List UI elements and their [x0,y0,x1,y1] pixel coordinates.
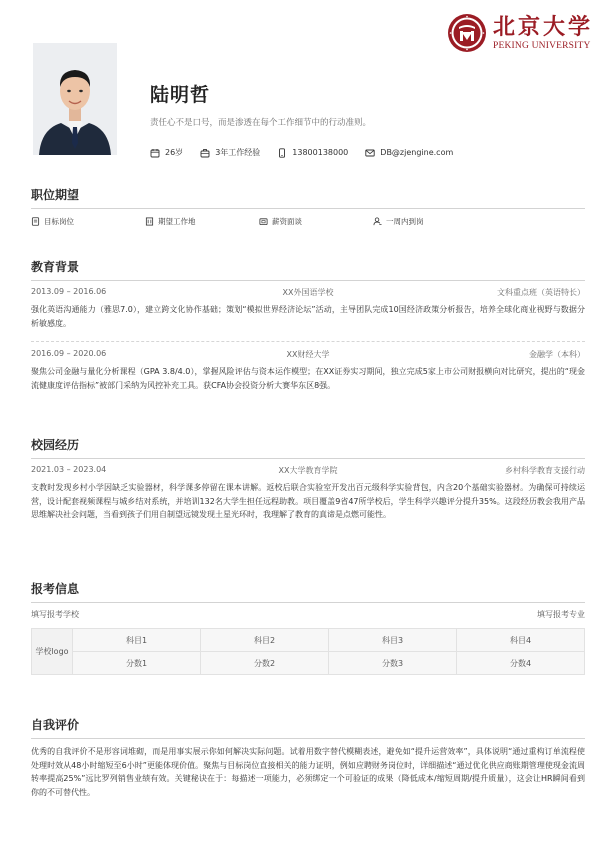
self-eval-desc: 优秀的自我评价不是形容词堆砌，而是用事实展示你如何解决实际问题。试着用数字替代模糊表述，避免如“提升运营效率”，具体说明“通过重构订单流程使处理时效从48小时缩短至6小时”更能体现价值。聚焦与目标岗位直接相关的能力证明，例如应聘财务岗位时，详细描述“通过优化供应商账期管理使现金流周转率提高25%”远比罗列销售业绩有效。关键秘诀在于：每描述一项能力，必须绑定一个可验证的成果（降低成本/缩短周期/提升质量），这会让HR瞬间看到你的不可替代性。 [31,747,585,797]
salary [259,216,373,227]
education-desc: 强化英语沟通能力（雅思7.0），建立跨文化协作基础；策划“模拟世界经济论坛”活动，主导团队完成10国经济政策分析报告，培养全球化商业视野与数据分析敏感度。 [31,305,585,328]
section-title: 自我评价 [31,718,80,732]
campus-desc: 支教时发现乡村小学因缺乏实验器材，科学课多停留在课本讲解。返校后联合实验室开发出百元级科学实验背包，内含20个基础实验器材。为确保可持续运营，设计配套视频课程与城乡结对系统，并培训132名大学生担任远程助教。项目覆盖9省47所学校后，学生科学兴趣评分提升35%。这段经历教会我用产品思维解决社会问题，当看到孩子们用自制望远镜发现土星光环时，我理解了教育的真谛是点燃可能性。 [31,483,585,519]
phone-text: 13800138000 [292,148,349,157]
job-intent-section [31,186,585,227]
section-divider [31,208,585,209]
contact-info-row [150,147,470,158]
campus-section [31,436,585,522]
building-icon [145,217,154,226]
section-title: 教育背景 [31,260,80,274]
entry-divider [31,341,585,342]
subject-row [32,629,585,652]
section-title: 校园经历 [31,438,80,452]
university-seal-icon [447,13,487,53]
phone-info [277,148,348,158]
age-info [150,147,183,158]
education-period: 2016.09 – 2020.06 [31,349,107,358]
campus-org: XX大学教育学院 [278,466,338,475]
candidate-name: 陆明哲 [150,84,211,106]
score-cell: 分数1 [73,652,201,675]
score-cell: 分数2 [201,652,329,675]
score-table [31,628,585,675]
wallet-icon [259,217,268,226]
section-divider [31,280,585,281]
education-school: XX外国语学校 [282,288,334,297]
phone-icon [277,148,287,158]
salary-label: 薪资面谈 [272,217,302,226]
section-divider [31,602,585,603]
education-major: 文科重点班（英语特长） [497,288,585,297]
university-name-cn: 北京大学 [492,13,593,40]
education-school: XX财经大学 [286,350,330,359]
score-row [32,652,585,675]
university-logo [447,13,593,53]
id-card-icon [31,217,40,226]
briefcase-icon [200,148,210,158]
subject-cell: 科目4 [457,629,585,652]
age-text: 26岁 [165,148,184,157]
profile-photo [33,43,117,155]
self-eval-section [31,716,585,799]
school-logo-cell: 学校logo [32,629,73,675]
section-divider [31,458,585,459]
target-major-field: 填写报考专业 [537,610,585,619]
education-entry-1-head [31,287,585,298]
campus-role: 乡村科学教育支援行动 [505,466,585,475]
target-position [31,216,145,227]
subject-cell: 科目3 [329,629,457,652]
registration-section [31,580,585,675]
campus-entry-head [31,465,585,476]
target-position-label: 目标岗位 [44,217,74,226]
education-entry-2-head [31,349,585,360]
email-info [365,148,453,158]
section-divider [31,738,585,739]
education-section [31,258,585,392]
score-cell: 分数3 [329,652,457,675]
registration-head [31,609,585,620]
availability [373,216,487,227]
target-school-field: 填写报考学校 [31,610,79,619]
calendar-icon [150,148,160,158]
availability-label: 一周内到岗 [386,217,424,226]
university-name-en: PEKING UNIVERSITY [492,40,591,51]
avatar [33,43,117,155]
email-icon [365,148,375,158]
subject-cell: 科目2 [201,629,329,652]
score-cell: 分数4 [457,652,585,675]
education-major: 金融学（本科） [529,350,585,359]
experience-text: 3年工作经验 [215,148,261,157]
experience-info [200,147,260,158]
campus-period: 2021.03 – 2023.04 [31,465,107,474]
section-title: 报考信息 [31,582,80,596]
subject-cell: 科目1 [73,629,201,652]
expected-location-label: 期望工作地 [158,217,196,226]
person-icon [373,217,382,226]
education-desc: 聚焦公司金融与量化分析课程（GPA 3.8/4.0），掌握风险评估与资本运作模型；在XX证券实习期间，独立完成5家上市公司财报横向对比研究，提出的“现金流健康度评估指标”被部门采纳为风控补充工具。获CFA协会投资分析大赛华东区8强。 [31,367,585,390]
education-period: 2013.09 – 2016.06 [31,287,107,296]
section-title: 职位期望 [31,188,80,202]
job-intent-row [31,216,585,227]
email-text: DB@zjengine.com [380,148,454,157]
expected-location [145,216,259,227]
candidate-motto: 责任心不是口号，而是渗透在每个工作细节中的行动准则。 [150,118,372,128]
